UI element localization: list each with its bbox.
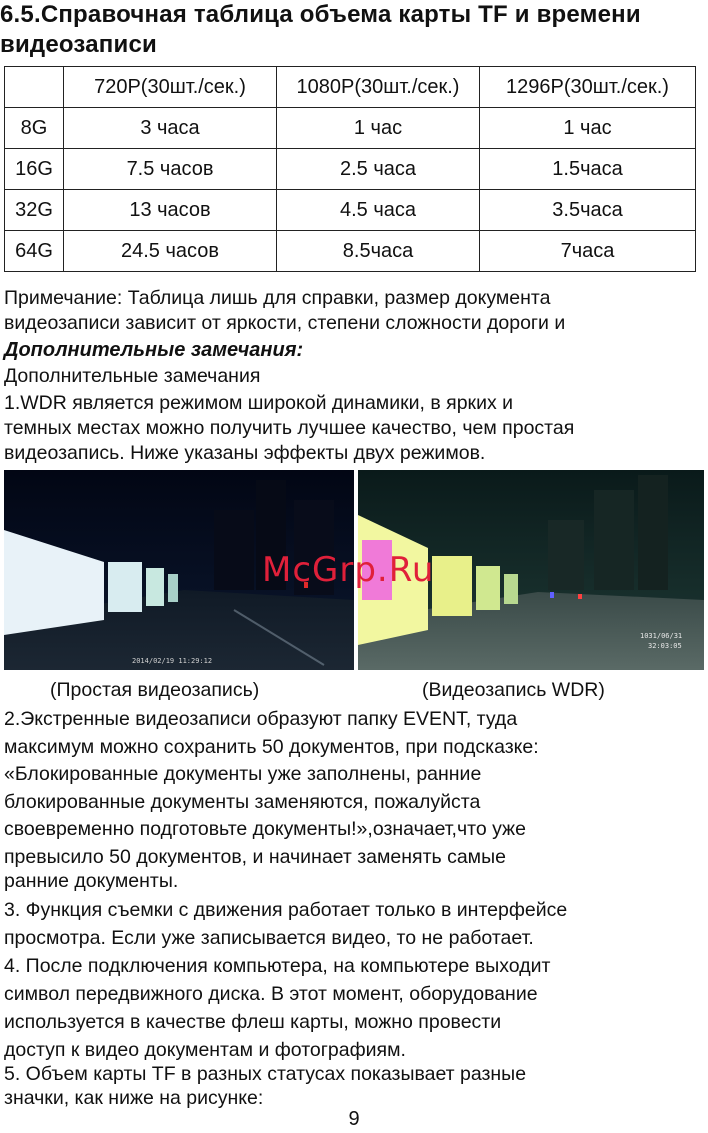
table-cell: 16G [5, 149, 64, 190]
table-cell: 64G [5, 231, 64, 272]
table-cell: 8G [5, 108, 64, 149]
title-line-2: видеозаписи [0, 31, 157, 58]
item-2-paragraph [4, 706, 706, 891]
table-cell: 3.5часа [480, 190, 696, 231]
item-1-paragraph [4, 391, 706, 466]
title-line-1: 6.5.Справочная таблица объема карты TF и времени [0, 1, 641, 28]
simple-recording-caption: (Простая видеозапись) [50, 679, 260, 701]
item-5-line: 5. Объем карты TF в разных статусах показывает разные [4, 1063, 527, 1085]
section-title [0, 0, 708, 60]
table-cell: 32G [5, 190, 64, 231]
note-line: Примечание: Таблица лишь для справки, размер документа [4, 287, 551, 309]
item-4-line: используется в качестве флеш карты, можно провести [4, 1011, 502, 1033]
right-photo-date: 1031/06/31 [640, 632, 683, 640]
table-cell: 8.5часа [277, 231, 480, 272]
table-cell: 24.5 часов [64, 231, 277, 272]
table-row [5, 231, 696, 272]
item-4-paragraph [4, 952, 706, 1064]
item-1-line: 1.WDR является режимом широкой динамики, в ярких и [4, 392, 514, 414]
item-3-line: 3. Функция съемки с движения работает только в интерфейсе [4, 899, 568, 921]
note-paragraph [4, 286, 706, 336]
item-2-line: превысило 50 документов, и начинает заменять самые [4, 845, 506, 868]
right-photo-time: 32:03:05 [648, 642, 682, 650]
capacity-table [4, 66, 696, 272]
item-2-line: «Блокированные документы уже заполнены, ранние [4, 763, 482, 785]
table-cell: 1 час [277, 108, 480, 149]
table-cell: 4.5 часа [277, 190, 480, 231]
watermark: McGrp.Ru [262, 550, 435, 590]
header-cell-1296p: 1296P(30шт./сек.) [480, 67, 696, 108]
item-3-paragraph [4, 896, 706, 952]
header-cell-empty [5, 67, 64, 108]
item-4-line: 4. После подключения компьютера, на компьютере выходит [4, 955, 551, 977]
item-3-line: просмотра. Если уже записывается видео, то не работает. [4, 927, 534, 949]
item-1-line: видеозапись. Ниже указаны эффекты двух режимов. [4, 442, 486, 464]
page-number: 9 [348, 1108, 360, 1130]
item-2-line: максимум можно сохранить 50 документов, при подсказке: [4, 735, 539, 758]
table-cell: 2.5 часа [277, 149, 480, 190]
table-cell: 3 часа [64, 108, 277, 149]
wdr-recording-caption: (Видеозапись WDR) [422, 679, 605, 701]
table-cell: 1 час [480, 108, 696, 149]
header-cell-1080p: 1080P(30шт./сек.) [277, 67, 480, 108]
item-5-line: значки, как ниже на рисунке: [4, 1087, 264, 1109]
table-cell: 13 часов [64, 190, 277, 231]
table-row [5, 149, 696, 190]
note-line: видеозаписи зависит от яркости, степени сложности дороги и [4, 312, 566, 334]
item-2-line: своевременно подготовьте документы!»,означает,что уже [4, 818, 526, 840]
item-2-line: 2.Экстренные видеозаписи образуют папку EVENT, туда [4, 708, 518, 730]
table-cell: 7.5 часов [64, 149, 277, 190]
extra-heading: Дополнительные замечания: [4, 339, 304, 361]
table-cell: 1.5часа [480, 149, 696, 190]
extra-subheading: Дополнительные замечания [4, 365, 261, 387]
left-photo-timestamp: 2014/02/19 11:29:12 [132, 657, 213, 665]
table-cell: 7часа [480, 231, 696, 272]
item-2-line: ранние документы. [4, 870, 179, 892]
item-1-line: темных местах можно получить лучшее качество, чем простая [4, 417, 575, 439]
item-2-line: блокированные документы заменяются, пожалуйста [4, 790, 481, 813]
item-4-line: доступ к видео документам и фотографиям. [4, 1039, 406, 1061]
header-cell-720p: 720P(30шт./сек.) [64, 67, 277, 108]
table-header-row [5, 67, 696, 108]
item-4-line: символ передвижного диска. В этот момент, оборудование [4, 983, 538, 1005]
table-row [5, 190, 696, 231]
item-5-paragraph [4, 1062, 706, 1110]
table-row [5, 108, 696, 149]
